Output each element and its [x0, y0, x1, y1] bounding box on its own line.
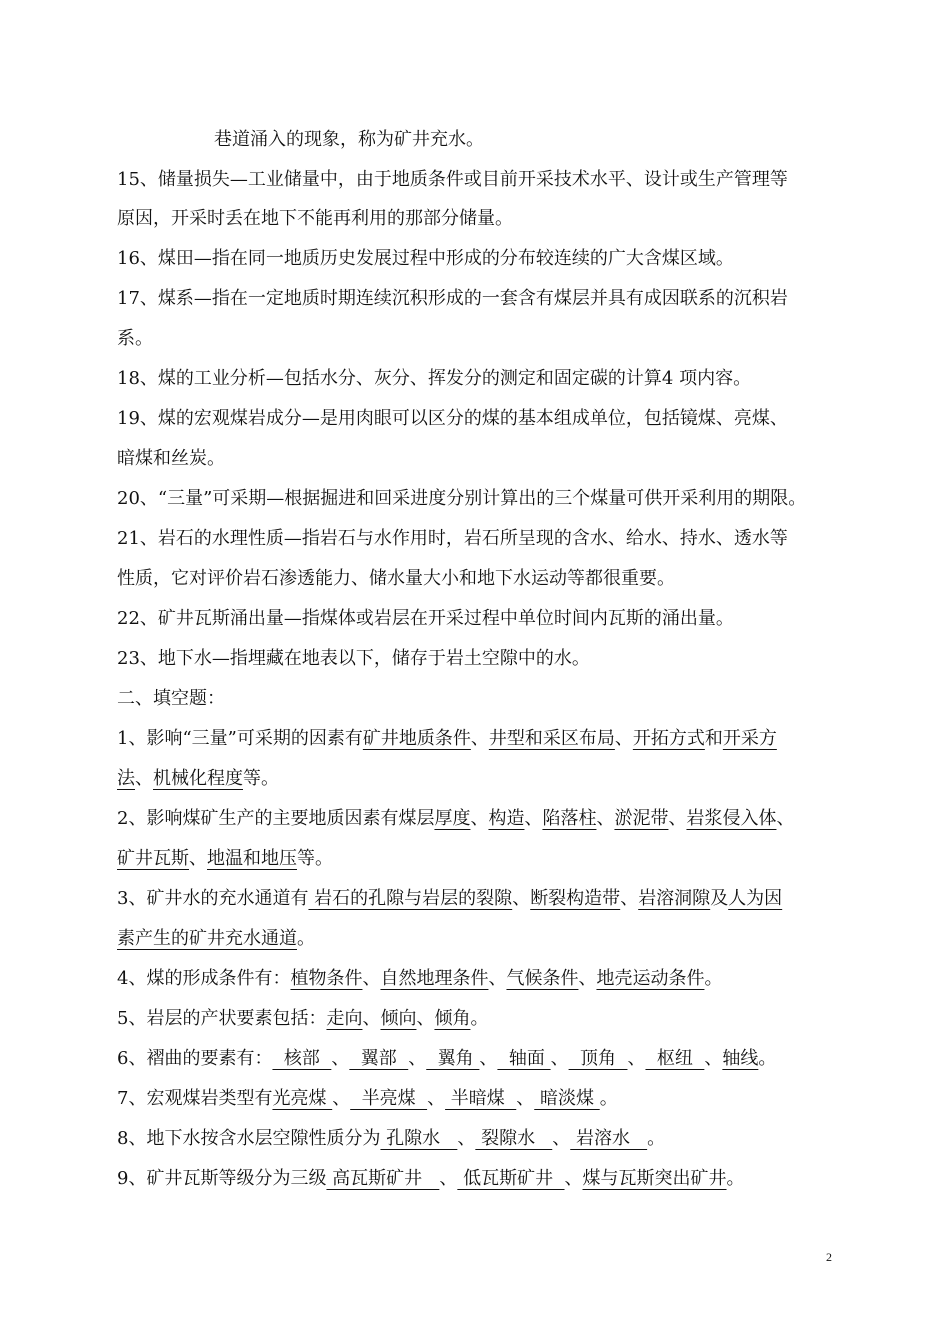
question-text: 、 [427, 1088, 446, 1109]
answer-blank: 倾角 [434, 1008, 471, 1029]
question-text: 8、地下水按含水层空隙性质分为 [117, 1128, 381, 1149]
fill-blank-line [117, 927, 315, 951]
answer-blank: 气候条件 [506, 968, 579, 989]
text-line: 暗煤和丝炭。 [117, 448, 225, 469]
answer-blank: 陷落柱 [542, 808, 597, 829]
question-text: 4、煤的形成条件有： [117, 968, 291, 989]
question-text: 、 [620, 888, 639, 909]
question-text: 2、影响煤矿生产的主要地质因素有煤层 [117, 808, 435, 829]
question-text: 5、岩层的产状要素包括： [117, 1008, 327, 1029]
question-text: 、 [331, 1048, 350, 1069]
question-text: 、 [627, 1048, 646, 1069]
answer-blank: 开拓方式 [632, 728, 705, 749]
answer-blank: 构造 [488, 808, 525, 829]
answer-blank: 枢纽 [645, 1048, 705, 1069]
answer-blank: 顶角 [568, 1048, 628, 1069]
question-text: 、 [470, 728, 489, 749]
question-text: 、 [408, 1048, 427, 1069]
question-text: 、 [668, 808, 687, 829]
section-heading: 二、填空题： [117, 688, 225, 709]
question-text: 和 [704, 728, 723, 749]
question-text: 9、矿井瓦斯等级分为三级 [117, 1168, 327, 1189]
answer-blank: 岩溶洞隙 [638, 888, 711, 909]
question-text: 。 [647, 1128, 666, 1149]
question-text: 1、影响“三量”可采期的因素有 [117, 728, 363, 749]
question-text: 、 [512, 888, 531, 909]
question-text: 3、矿井水的充水通道有 [117, 888, 309, 909]
answer-blank: 地壳运动条件 [596, 968, 705, 989]
text-line: 22、矿井瓦斯涌出量—指煤体或岩层在开采过程中单位时间内瓦斯的涌出量。 [117, 608, 734, 629]
question-text: 、 [470, 808, 489, 829]
text-line: 17、煤系—指在一定地质时期连续沉积形成的一套含有煤层并具有成因联系的沉积岩 [117, 288, 788, 309]
question-text: 、 [516, 1088, 535, 1109]
answer-blank: 岩溶水 [570, 1128, 648, 1149]
question-text: 、 [479, 1048, 498, 1069]
question-text: 、 [362, 968, 381, 989]
answer-blank: 开采方 [722, 728, 777, 749]
answer-blank: 自然地理条件 [380, 968, 489, 989]
answer-blank: 井型和采区布局 [488, 728, 615, 749]
question-text: 、 [578, 968, 597, 989]
question-text: 、 [488, 968, 507, 989]
answer-blank: 轴线 [722, 1048, 759, 1069]
question-text: 、 [362, 1008, 381, 1029]
answer-blank: 矿井瓦斯 [117, 848, 189, 869]
answer-blank: 半亮煤 [350, 1088, 428, 1109]
fill-blank-line [117, 807, 794, 831]
question-text: 、 [439, 1168, 458, 1189]
answer-blank: 矿井地质条件 [362, 728, 471, 749]
answer-blank: 暗淡煤 [534, 1088, 600, 1109]
question-text: 7、宏观煤岩类型有 [117, 1088, 273, 1109]
question-text: 、 [704, 1048, 723, 1069]
question-text: 。 [297, 928, 315, 949]
answer-blank: 厚度 [434, 808, 471, 829]
text-line: 23、地下水—指埋藏在地表以下，储存于岩土空隙中的水。 [117, 648, 590, 669]
question-text: 、 [614, 728, 633, 749]
answer-blank: 断裂构造带 [530, 888, 621, 909]
answer-blank: 走向 [326, 1008, 363, 1029]
text-line: 系。 [117, 328, 153, 349]
text-line: 21、岩石的水理性质—指岩石与水作用时，岩石所呈现的含水、给水、持水、透水等 [117, 528, 788, 549]
question-text: 。 [758, 1048, 777, 1069]
question-text: 。 [726, 1168, 745, 1189]
fill-blank-line [117, 1047, 776, 1071]
question-text: 、 [524, 808, 543, 829]
question-text: 。 [599, 1088, 618, 1109]
answer-blank: 机械化程度 [153, 768, 243, 789]
answer-blank: 轴面 [497, 1048, 551, 1069]
answer-blank: 岩浆侵入体 [686, 808, 777, 829]
text-line: 巷道涌入的现象，称为矿井充水。 [214, 129, 484, 150]
answer-blank: 翼角 [426, 1048, 480, 1069]
answer-blank: 淤泥带 [614, 808, 669, 829]
answer-blank: 半暗煤 [445, 1088, 517, 1109]
text-line: 15、储量损失—工业储量中，由于地质条件或目前开采技术水平、设计或生产管理等 [117, 169, 788, 190]
answer-blank: 裂隙水 [475, 1128, 553, 1149]
answer-blank: 核部 [272, 1048, 332, 1069]
fill-blank-line [117, 967, 722, 991]
fill-blank-line [117, 767, 279, 791]
question-text: 。 [704, 968, 723, 989]
fill-blank-line [117, 1087, 618, 1111]
text-line: 20、“三量”可采期—根据掘进和回采进度分别计算出的三个煤量可供开采利用的期限。 [117, 488, 807, 509]
question-text: 、 [596, 808, 615, 829]
text-line: 19、煤的宏观煤岩成分—是用肉眼可以区分的煤的基本组成单位，包括镜煤、亮煤、 [117, 408, 788, 429]
question-text: 、 [552, 1128, 571, 1149]
answer-blank: 地温和地压 [207, 848, 297, 869]
answer-blank: 光亮煤 [272, 1088, 333, 1109]
answer-blank: 孔隙水 [380, 1128, 458, 1149]
answer-blank: 煤与瓦斯突出矿井 [582, 1168, 727, 1189]
question-text: 、 [776, 808, 795, 829]
text-line: 18、煤的工业分析—包括水分、灰分、挥发分的测定和固定碳的计算4 项内容。 [117, 368, 752, 389]
fill-blank-line [117, 1127, 665, 1151]
question-text: 等。 [297, 848, 333, 869]
question-text: 、 [550, 1048, 569, 1069]
answer-blank: 植物条件 [290, 968, 363, 989]
question-text: 、 [332, 1088, 351, 1109]
fill-blank-line [117, 887, 782, 911]
text-line: 原因，开采时丢在地下不能再利用的那部分储量。 [117, 208, 513, 229]
answer-blank: 高瓦斯矿井 [326, 1168, 440, 1189]
answer-blank: 岩石的孔隙与岩层的裂隙 [308, 888, 513, 909]
answer-blank: 翼部 [349, 1048, 409, 1069]
answer-blank: 低瓦斯矿井 [457, 1168, 565, 1189]
question-text: 。 [470, 1008, 489, 1029]
text-line: 性质，它对评价岩石渗透能力、储水量大小和地下水运动等都很重要。 [117, 568, 675, 589]
fill-blank-line [117, 1007, 488, 1031]
answer-blank: 人为因 [728, 888, 783, 909]
question-text: 及 [710, 888, 729, 909]
question-text: 、 [135, 768, 153, 789]
answer-blank: 素产生的矿井充水通道 [117, 928, 297, 949]
fill-blank-line [117, 847, 333, 871]
question-text: 、 [416, 1008, 435, 1029]
fill-blank-line [117, 727, 777, 751]
fill-blank-line [117, 1167, 745, 1191]
question-text: 6、褶曲的要素有： [117, 1048, 273, 1069]
question-text: 、 [189, 848, 207, 869]
answer-blank: 法 [117, 768, 135, 789]
question-text: 、 [564, 1168, 583, 1189]
question-text: 、 [457, 1128, 476, 1149]
text-line: 16、煤田—指在同一地质历史发展过程中形成的分布较连续的广大含煤区域。 [117, 248, 734, 269]
page-number: 2 [826, 1250, 832, 1264]
question-text: 等。 [243, 768, 279, 789]
answer-blank: 倾向 [380, 1008, 417, 1029]
